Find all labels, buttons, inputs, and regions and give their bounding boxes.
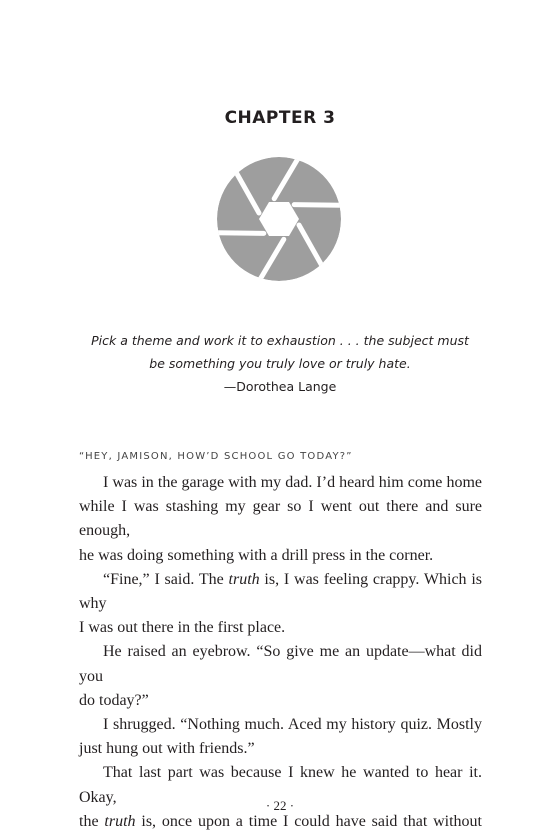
epigraph-quote [0, 329, 560, 375]
text-line: I shrugged. “Nothing much. Aced my history quiz. Mostly [103, 716, 482, 734]
text-line: I was in the garage with my dad. I’d heard him come home [103, 474, 482, 491]
camera-aperture-icon [215, 155, 343, 283]
text-run: is, once upon a time I could have said that without [135, 812, 483, 830]
paragraph [79, 713, 482, 761]
text-line: He raised an eyebrow. “So give me an update—what did you [79, 643, 482, 685]
text-line: That last part was because I knew he wanted to hear it. Okay, [79, 764, 482, 806]
text-run: “Fine,” I said. The [103, 570, 229, 588]
chapter-title: CHAPTER 3 [224, 108, 336, 128]
epigraph-line-2: be something you truly love or truly hate. [149, 356, 411, 371]
text-line: just hung out with friends.” [79, 740, 255, 758]
text-line [79, 568, 482, 616]
page-number: · 22 · [265, 798, 295, 813]
emphasis: truth [228, 570, 260, 588]
text-line: he was doing something with a drill press in the corner. [79, 546, 434, 564]
paragraph [79, 568, 482, 641]
paragraph [79, 640, 482, 713]
epigraph [0, 329, 560, 398]
paragraph [79, 471, 482, 568]
body-text [79, 471, 482, 834]
chapter-opening-line: “HEY, JAMISON, HOW’D SCHOOL GO TODAY?” [79, 451, 353, 462]
text-line: do today?” [79, 691, 149, 709]
epigraph-attribution: —Dorothea Lange [223, 379, 337, 394]
text-line: while I was stashing my gear so I went out there and sure enough, [79, 498, 482, 540]
text-run: the [79, 812, 105, 830]
text-run: is, I was feeling crappy. Which is why [79, 570, 483, 613]
emphasis: truth [104, 812, 136, 830]
text-line: I was out there in the first place. [79, 619, 286, 637]
epigraph-line-1: Pick a theme and work it to exhaustion . . . the subject must [91, 333, 469, 348]
